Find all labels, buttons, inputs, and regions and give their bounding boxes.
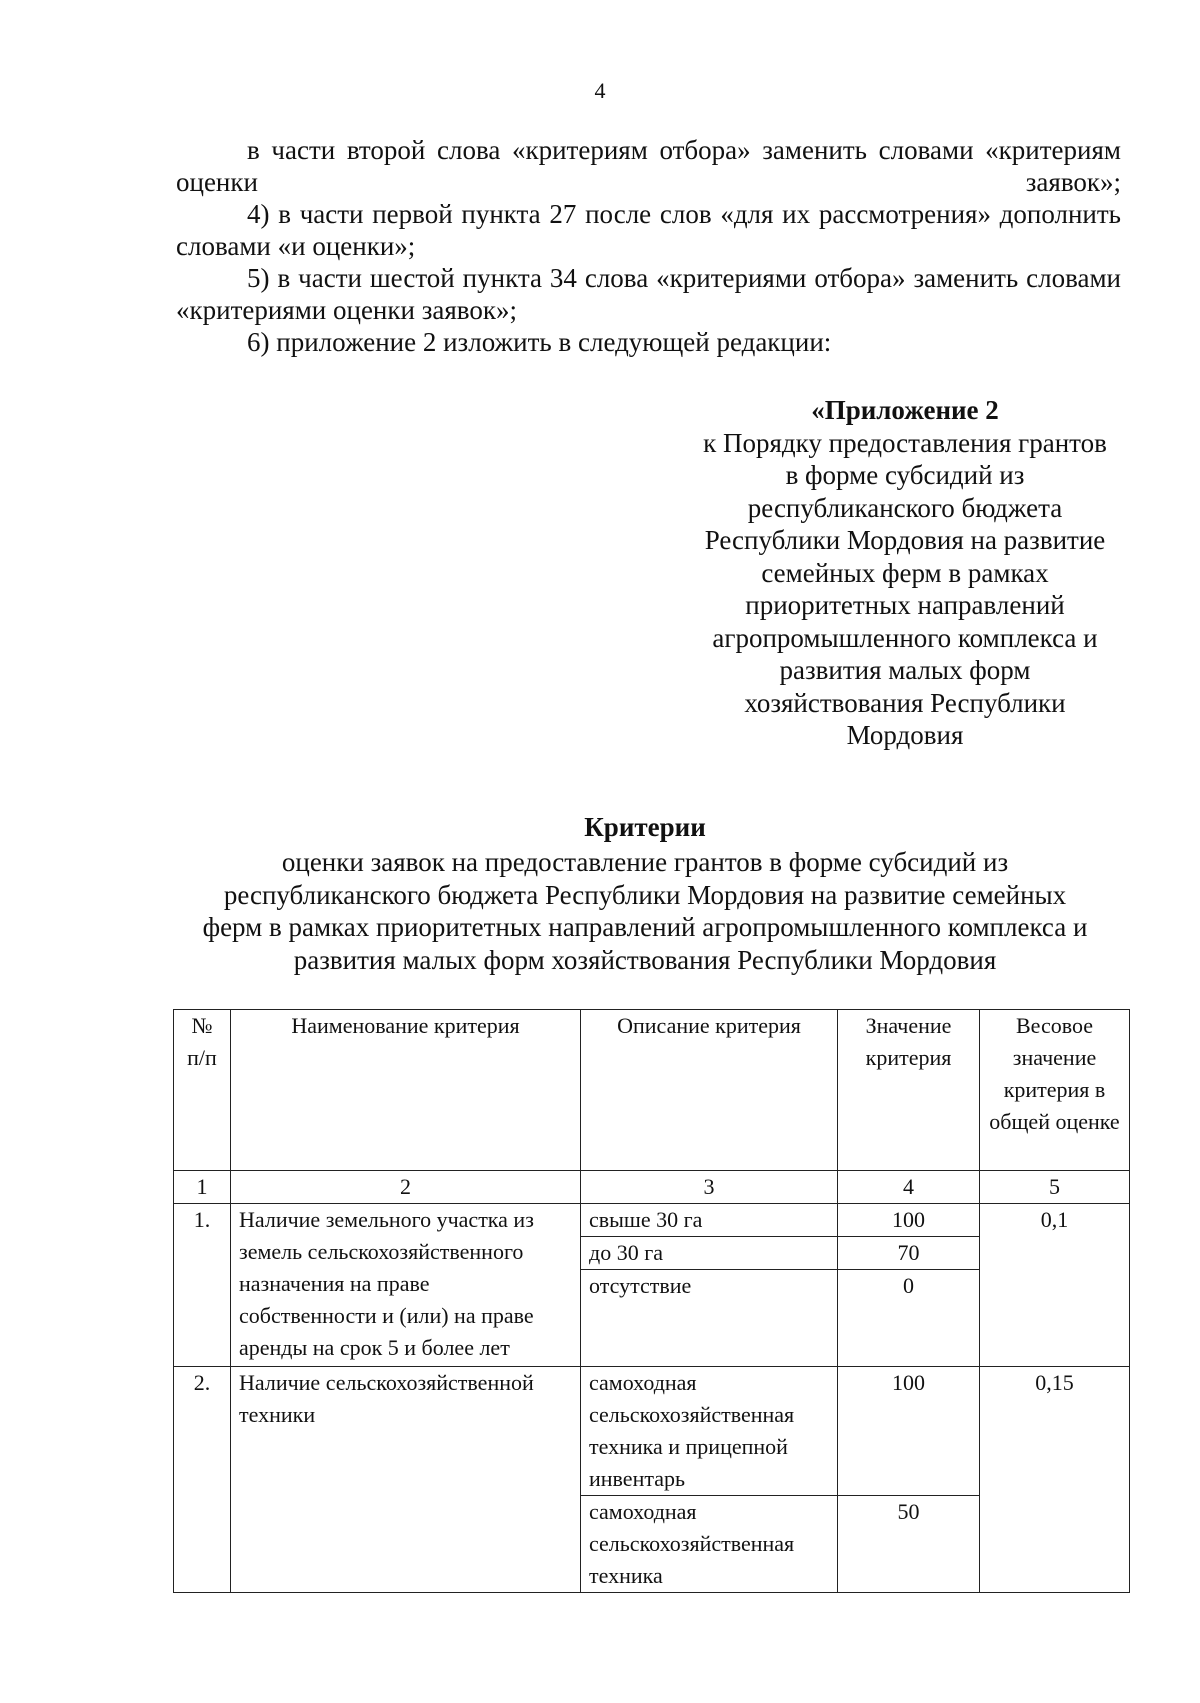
criteria-title: Критерии: [584, 812, 706, 842]
column-index: 5: [980, 1171, 1130, 1204]
option-description: самоходная сельскохозяйственная техника: [581, 1496, 838, 1593]
paragraph-3: 5) в части шестой пункта 34 слова «критериями отбора» заменить словами «критериями оценки заявок»;: [176, 263, 1121, 325]
appendix-block: [680, 394, 1130, 752]
appendix-line: Мордовия: [846, 720, 964, 750]
paragraph-2: 4) в части первой пункта 27 после слов «для их рассмотрения» дополнить словами «и оценки»;: [176, 199, 1121, 261]
option-value: 0: [838, 1270, 980, 1367]
column-index: 2: [231, 1171, 581, 1204]
appendix-line: агропромышленного комплекса и: [712, 622, 1098, 653]
appendix-title: «Приложение 2: [811, 395, 999, 425]
column-index: 3: [581, 1171, 838, 1204]
column-index: 4: [838, 1171, 980, 1204]
appendix-line: приоритетных направлений: [745, 590, 1065, 620]
appendix-line: в форме субсидий из: [785, 460, 1025, 490]
subtitle-line: развития малых форм хозяйствования Республики Мордовия: [293, 944, 997, 975]
header-weight: Весовое значение критерия в общей оценке: [980, 1010, 1130, 1171]
option-description: до 30 га: [581, 1237, 838, 1270]
appendix-line: Республики Мордовия на развитие: [704, 525, 1106, 555]
row-name: Наличие сельскохозяйственной техники: [231, 1367, 581, 1593]
paragraph-1: в части второй слова «критериям отбора» заменить словами «критериям оценки заявок»;: [176, 135, 1121, 197]
header-value: Значение критерия: [838, 1010, 980, 1171]
header-num: № п/п: [174, 1010, 231, 1171]
header-name: Наименование критерия: [231, 1010, 581, 1171]
row-weight: 0,15: [980, 1367, 1130, 1593]
option-description: самоходная сельскохозяйственная техника и прицепной инвентарь: [581, 1367, 838, 1496]
row-weight: 0,1: [980, 1204, 1130, 1367]
table-row: [174, 1204, 1130, 1237]
appendix-line: хозяйствования Республики: [744, 687, 1066, 718]
column-index: 1: [174, 1171, 231, 1204]
table-row: [174, 1367, 1130, 1496]
subtitle-line: оценки заявок на предоставление грантов в форме субсидий из: [281, 847, 1009, 877]
option-value: 70: [838, 1237, 980, 1270]
criteria-table: [173, 1009, 1130, 1593]
criteria-subtitle: [165, 846, 1125, 976]
page-number: 4: [594, 78, 606, 103]
appendix-line: республиканского бюджета: [747, 492, 1063, 523]
option-value: 50: [838, 1496, 980, 1593]
appendix-line: развития малых форм: [779, 655, 1031, 685]
subtitle-line: республиканского бюджета Республики Мордовия на развитие семейных: [223, 879, 1067, 910]
option-description: свыше 30 га: [581, 1204, 838, 1237]
appendix-line: семейных ферм в рамках: [761, 557, 1049, 588]
option-value: 100: [838, 1204, 980, 1237]
column-index-row: [174, 1171, 1130, 1204]
header-description: Описание критерия: [581, 1010, 838, 1171]
body-text: [176, 134, 1121, 358]
table-header-row: [174, 1010, 1130, 1171]
row-name: Наличие земельного участка из земель сельскохозяйственного назначения на праве собственности и (или) на праве аренды на срок 5 и более лет: [231, 1204, 581, 1367]
subtitle-line: ферм в рамках приоритетных направлений агропромышленного комплекса и: [202, 912, 1088, 942]
row-num: 1.: [174, 1204, 231, 1367]
paragraph-4: 6) приложение 2 изложить в следующей редакции:: [247, 327, 832, 357]
option-value: 100: [838, 1367, 980, 1496]
option-description: отсутствие: [581, 1270, 838, 1367]
appendix-line: к Порядку предоставления грантов: [703, 427, 1107, 458]
row-num: 2.: [174, 1367, 231, 1593]
